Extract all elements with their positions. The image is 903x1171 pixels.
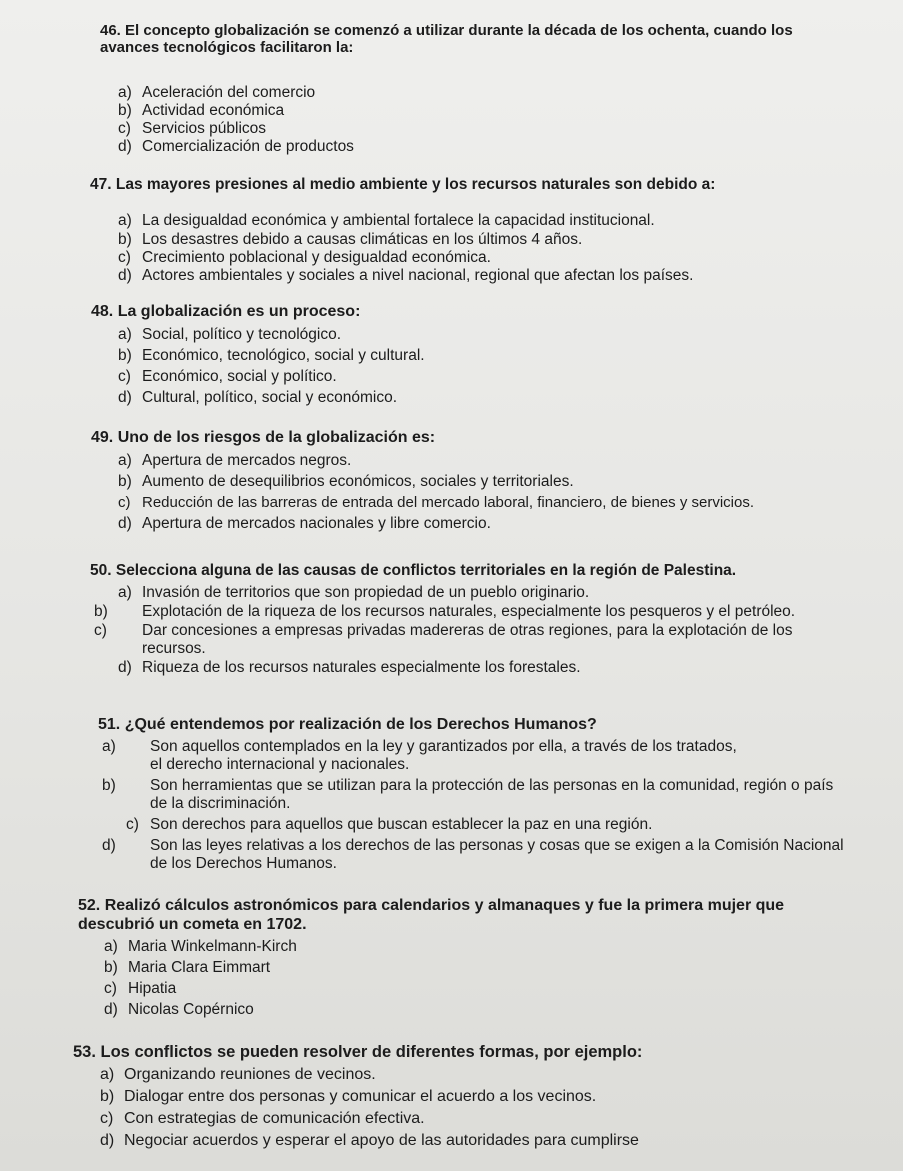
option-letter: c): [118, 368, 131, 385]
option-letter: a): [118, 326, 132, 343]
option-a: [118, 326, 718, 344]
option-letter: d): [100, 1132, 115, 1149]
option-text: Aceleración del comercio: [142, 84, 316, 101]
option-c: [118, 249, 858, 267]
option-letter: c): [118, 249, 131, 266]
option-letter: d): [102, 837, 116, 854]
question-stem: 47. Las mayores presiones al medio ambiente y los recursos naturales son debido a:: [90, 176, 716, 193]
option-text: Son derechos para aquellos que buscan establecer la paz en una región.: [150, 816, 653, 833]
option-a: [118, 212, 858, 230]
option-letter: a): [100, 1066, 115, 1083]
option-text: Dar concesiones a empresas privadas madereras de otras regiones, para la explotación de los recursos.: [142, 622, 793, 657]
option-b: [102, 777, 840, 813]
option-text: Invasión de territorios que son propiedad de un pueblo originario.: [142, 584, 590, 601]
option-c: [118, 494, 878, 512]
option-d: [118, 659, 818, 677]
option-letter: b): [118, 102, 132, 119]
question-48-options: [118, 326, 718, 407]
question-52-options: [104, 938, 704, 1019]
option-text: Los desastres debido a causas climáticas en los últimos 4 años.: [142, 231, 583, 248]
option-letter: a): [118, 212, 132, 229]
question-52: [78, 896, 848, 934]
option-text: Económico, social y político.: [142, 368, 337, 385]
option-text: Explotación de la riqueza de los recursos naturales, especialmente los pesqueros y el petróleo.: [142, 603, 796, 620]
option-text: Apertura de mercados negros.: [142, 452, 352, 469]
question-53: [73, 1043, 853, 1061]
option-letter: c): [94, 622, 107, 639]
option-text: Actores ambientales y sociales a nivel nacional, regional que afectan los países.: [142, 267, 694, 284]
option-c: [118, 120, 718, 138]
option-letter: c): [126, 816, 139, 833]
option-text: Social, político y tecnológico.: [142, 326, 342, 343]
option-a: [102, 738, 750, 774]
option-letter: d): [118, 267, 132, 284]
option-text: Son las leyes relativas a los derechos de las personas y cosas que se exigen a la Comisión Nacional de los Derechos Humanos.: [150, 837, 844, 872]
option-letter: b): [100, 1088, 115, 1105]
option-d: [100, 1132, 820, 1150]
option-letter: d): [118, 138, 132, 155]
option-b: [118, 102, 718, 120]
option-text: Comercialización de productos: [142, 138, 354, 155]
question-stem: 49. Uno de los riesgos de la globalización es:: [91, 429, 436, 446]
option-letter: a): [118, 452, 132, 469]
option-a: [118, 584, 818, 602]
option-a: [104, 938, 704, 956]
option-d: [102, 837, 850, 873]
question-stem: 52. Realizó cálculos astronómicos para calendarios y almanaques y fue la primera mujer que descubrió un cometa en 1702.: [78, 897, 785, 933]
question-46-options: [118, 84, 718, 156]
question-49-options: [118, 452, 878, 533]
option-letter: a): [102, 738, 116, 755]
option-text: La desigualdad económica y ambiental fortalece la capacidad institucional.: [142, 212, 655, 229]
question-stem: 51. ¿Qué entendemos por realización de los Derechos Humanos?: [98, 716, 597, 733]
option-text: Nicolas Copérnico: [128, 1001, 254, 1018]
option-text: Servicios públicos: [142, 120, 267, 137]
option-letter: d): [118, 389, 132, 406]
option-text: Cultural, político, social y económico.: [142, 389, 398, 406]
question-51: [98, 716, 798, 734]
option-letter: d): [118, 659, 132, 676]
option-letter: b): [94, 603, 108, 620]
option-text: Con estrategias de comunicación efectiva.: [124, 1110, 425, 1127]
option-text: Maria Winkelmann-Kirch: [128, 938, 297, 955]
option-letter: b): [102, 777, 116, 794]
option-c: [126, 816, 826, 834]
option-a: [118, 452, 878, 470]
option-text: Actividad económica: [142, 102, 285, 119]
option-a: [118, 84, 718, 102]
option-b: [118, 473, 878, 491]
option-d: [118, 138, 718, 156]
option-text: Son aquellos contemplados en la ley y garantizados por ella, a través de los tratados, el derecho internacional y nacionales.: [150, 738, 737, 773]
question-48: [91, 303, 791, 321]
question-stem: 53. Los conflictos se pueden resolver de diferentes formas, por ejemplo:: [73, 1043, 643, 1061]
question-47-options: [118, 212, 858, 285]
option-b: [104, 959, 704, 977]
option-letter: d): [118, 515, 132, 532]
question-stem: 46. El concepto globalización se comenzó a utilizar durante la década de los ochenta, cuando los avances tecnológicos facilitaron la:: [100, 22, 793, 56]
option-c: [94, 622, 842, 658]
question-50-options: [94, 584, 818, 677]
question-49: [91, 429, 791, 447]
option-letter: d): [104, 1001, 118, 1018]
option-text: Negociar acuerdos y esperar el apoyo de las autoridades para cumplirse: [124, 1132, 639, 1149]
option-c: [118, 368, 718, 386]
option-a: [100, 1066, 820, 1084]
option-d: [104, 1001, 704, 1019]
question-51-options: [102, 738, 844, 873]
option-text: Maria Clara Eimmart: [128, 959, 271, 976]
option-text: Reducción de las barreras de entrada del mercado laboral, financiero, de bienes y servicios.: [142, 494, 755, 511]
option-letter: c): [104, 980, 117, 997]
option-b: [100, 1088, 820, 1106]
option-text: Hipatia: [128, 980, 177, 997]
option-d: [118, 267, 858, 285]
question-stem: 50. Selecciona alguna de las causas de conflictos territoriales en la región de Palestina.: [90, 562, 737, 579]
option-text: Aumento de desequilibrios económicos, sociales y territoriales.: [142, 473, 574, 490]
option-text: Económico, tecnológico, social y cultural.: [142, 347, 425, 364]
option-b: [118, 347, 718, 365]
option-b: [118, 231, 858, 249]
question-50: [90, 562, 870, 580]
question-46: [100, 22, 820, 56]
option-letter: c): [118, 494, 131, 511]
option-letter: b): [104, 959, 118, 976]
question-47: [90, 176, 850, 194]
option-text: Apertura de mercados nacionales y libre comercio.: [142, 515, 491, 532]
option-letter: c): [118, 120, 131, 137]
option-c: [104, 980, 704, 998]
option-text: Son herramientas que se utilizan para la protección de las personas en la comunidad, región o país de la discriminación.: [150, 777, 834, 812]
option-b: [94, 603, 822, 621]
option-text: Riqueza de los recursos naturales especialmente los forestales.: [142, 659, 581, 676]
option-d: [118, 515, 878, 533]
option-text: Crecimiento poblacional y desigualdad económica.: [142, 249, 491, 266]
option-letter: b): [118, 473, 132, 490]
question-stem: 48. La globalización es un proceso:: [91, 303, 361, 320]
question-53-options: [100, 1066, 820, 1150]
option-letter: a): [118, 84, 132, 101]
option-letter: b): [118, 231, 132, 248]
option-letter: a): [104, 938, 118, 955]
option-text: Dialogar entre dos personas y comunicar el acuerdo a los vecinos.: [124, 1088, 597, 1105]
option-c: [100, 1110, 820, 1128]
option-d: [118, 389, 718, 407]
option-letter: c): [100, 1110, 114, 1127]
option-letter: b): [118, 347, 132, 364]
option-text: Organizando reuniones de vecinos.: [124, 1066, 376, 1083]
option-letter: a): [118, 584, 132, 601]
